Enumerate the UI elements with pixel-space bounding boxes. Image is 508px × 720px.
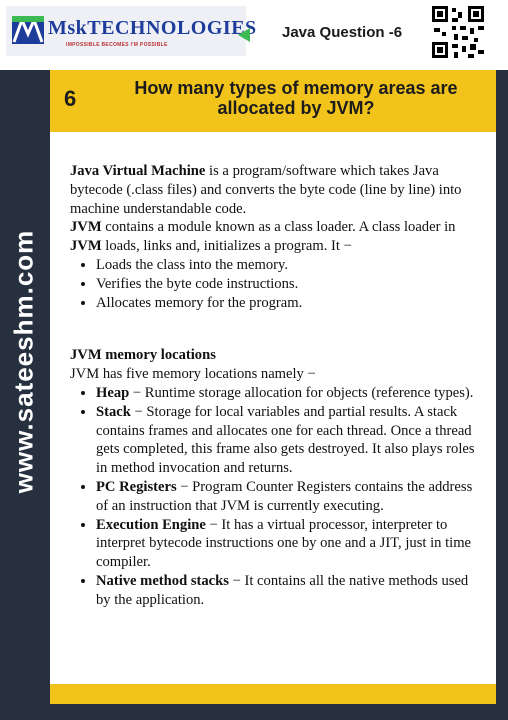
spacer xyxy=(70,312,482,346)
jvm-bold-2: JVM xyxy=(70,238,102,255)
location-desc: − It contains all the native methods used by the application. xyxy=(96,572,469,608)
list-item xyxy=(96,516,482,572)
section-heading xyxy=(70,346,482,365)
jvm-text-2: loads, links and, initializes a program. It − xyxy=(101,238,352,255)
location-desc: − Runtime storage allocation for objects (reference types). xyxy=(129,384,474,401)
section-heading-text: JVM memory locations xyxy=(70,347,216,364)
question-number: 6 xyxy=(64,86,77,111)
intro-paragraph xyxy=(70,162,482,218)
list-item: • Allocates memory for the program. xyxy=(96,294,482,313)
intro-text: is a program/software which takes Java bytecode (.class files) and converts the byte code (line by line) into machine understandable code. xyxy=(70,163,462,217)
loader-list xyxy=(70,256,482,312)
jvm-paragraph xyxy=(70,218,482,256)
location-name: PC Registers xyxy=(96,478,177,495)
question-text: How many types of memory areas are allocated by JVM? xyxy=(134,78,458,118)
location-name: Execution Engine xyxy=(96,516,206,533)
sidebar-website xyxy=(8,229,40,493)
location-desc: − Program Counter Registers contains the address of an instruction that JVM is currently executing. xyxy=(96,478,473,514)
list-item xyxy=(96,572,482,610)
jvm-bold-1: JVM xyxy=(70,219,102,236)
locations-list xyxy=(70,384,482,610)
list-item xyxy=(96,384,482,403)
website-text: www.sateeshm.com xyxy=(8,229,39,493)
content-body xyxy=(70,162,482,610)
logo-name: MskTECHNOLOGIES xyxy=(48,17,257,39)
location-desc: − It has a virtual processor, interpreter to interpret bytecode instructions one by one and a JIT, just in time compiler. xyxy=(96,516,472,571)
logo-mark-icon xyxy=(10,12,46,48)
list-item xyxy=(96,478,482,516)
question-banner xyxy=(50,70,496,132)
logo-tagline: IMPOSSIBLE BECOMES I'M POSSIBLE xyxy=(66,42,168,48)
bottom-accent-bar xyxy=(50,684,496,704)
question-label: Java Question -6 xyxy=(282,24,403,41)
content-card xyxy=(50,132,496,684)
location-name: Heap xyxy=(96,384,130,401)
location-name: Stack xyxy=(96,403,131,420)
location-name: Native method stacks xyxy=(96,572,229,589)
list-item xyxy=(96,403,482,478)
logo xyxy=(6,6,257,56)
header xyxy=(0,0,508,70)
list-item: • Loads the class into the memory. xyxy=(96,256,482,275)
logo-arrow-icon xyxy=(238,28,250,42)
qr-code-icon[interactable] xyxy=(430,4,486,60)
list-item: • Verifies the byte code instructions. xyxy=(96,275,482,294)
section-intro: JVM has five memory locations namely − xyxy=(70,366,316,383)
location-desc: − Storage for local variables and partial results. A stack contains frames and allocates one for each thread. Once a thread gets completed, this frame also gets destroyed. It also plays roles in method invocation and returns. xyxy=(96,403,475,477)
intro-bold: Java Virtual Machine xyxy=(70,163,206,179)
jvm-text-1: contains a module known as a class loader. A class loader in xyxy=(101,219,456,236)
